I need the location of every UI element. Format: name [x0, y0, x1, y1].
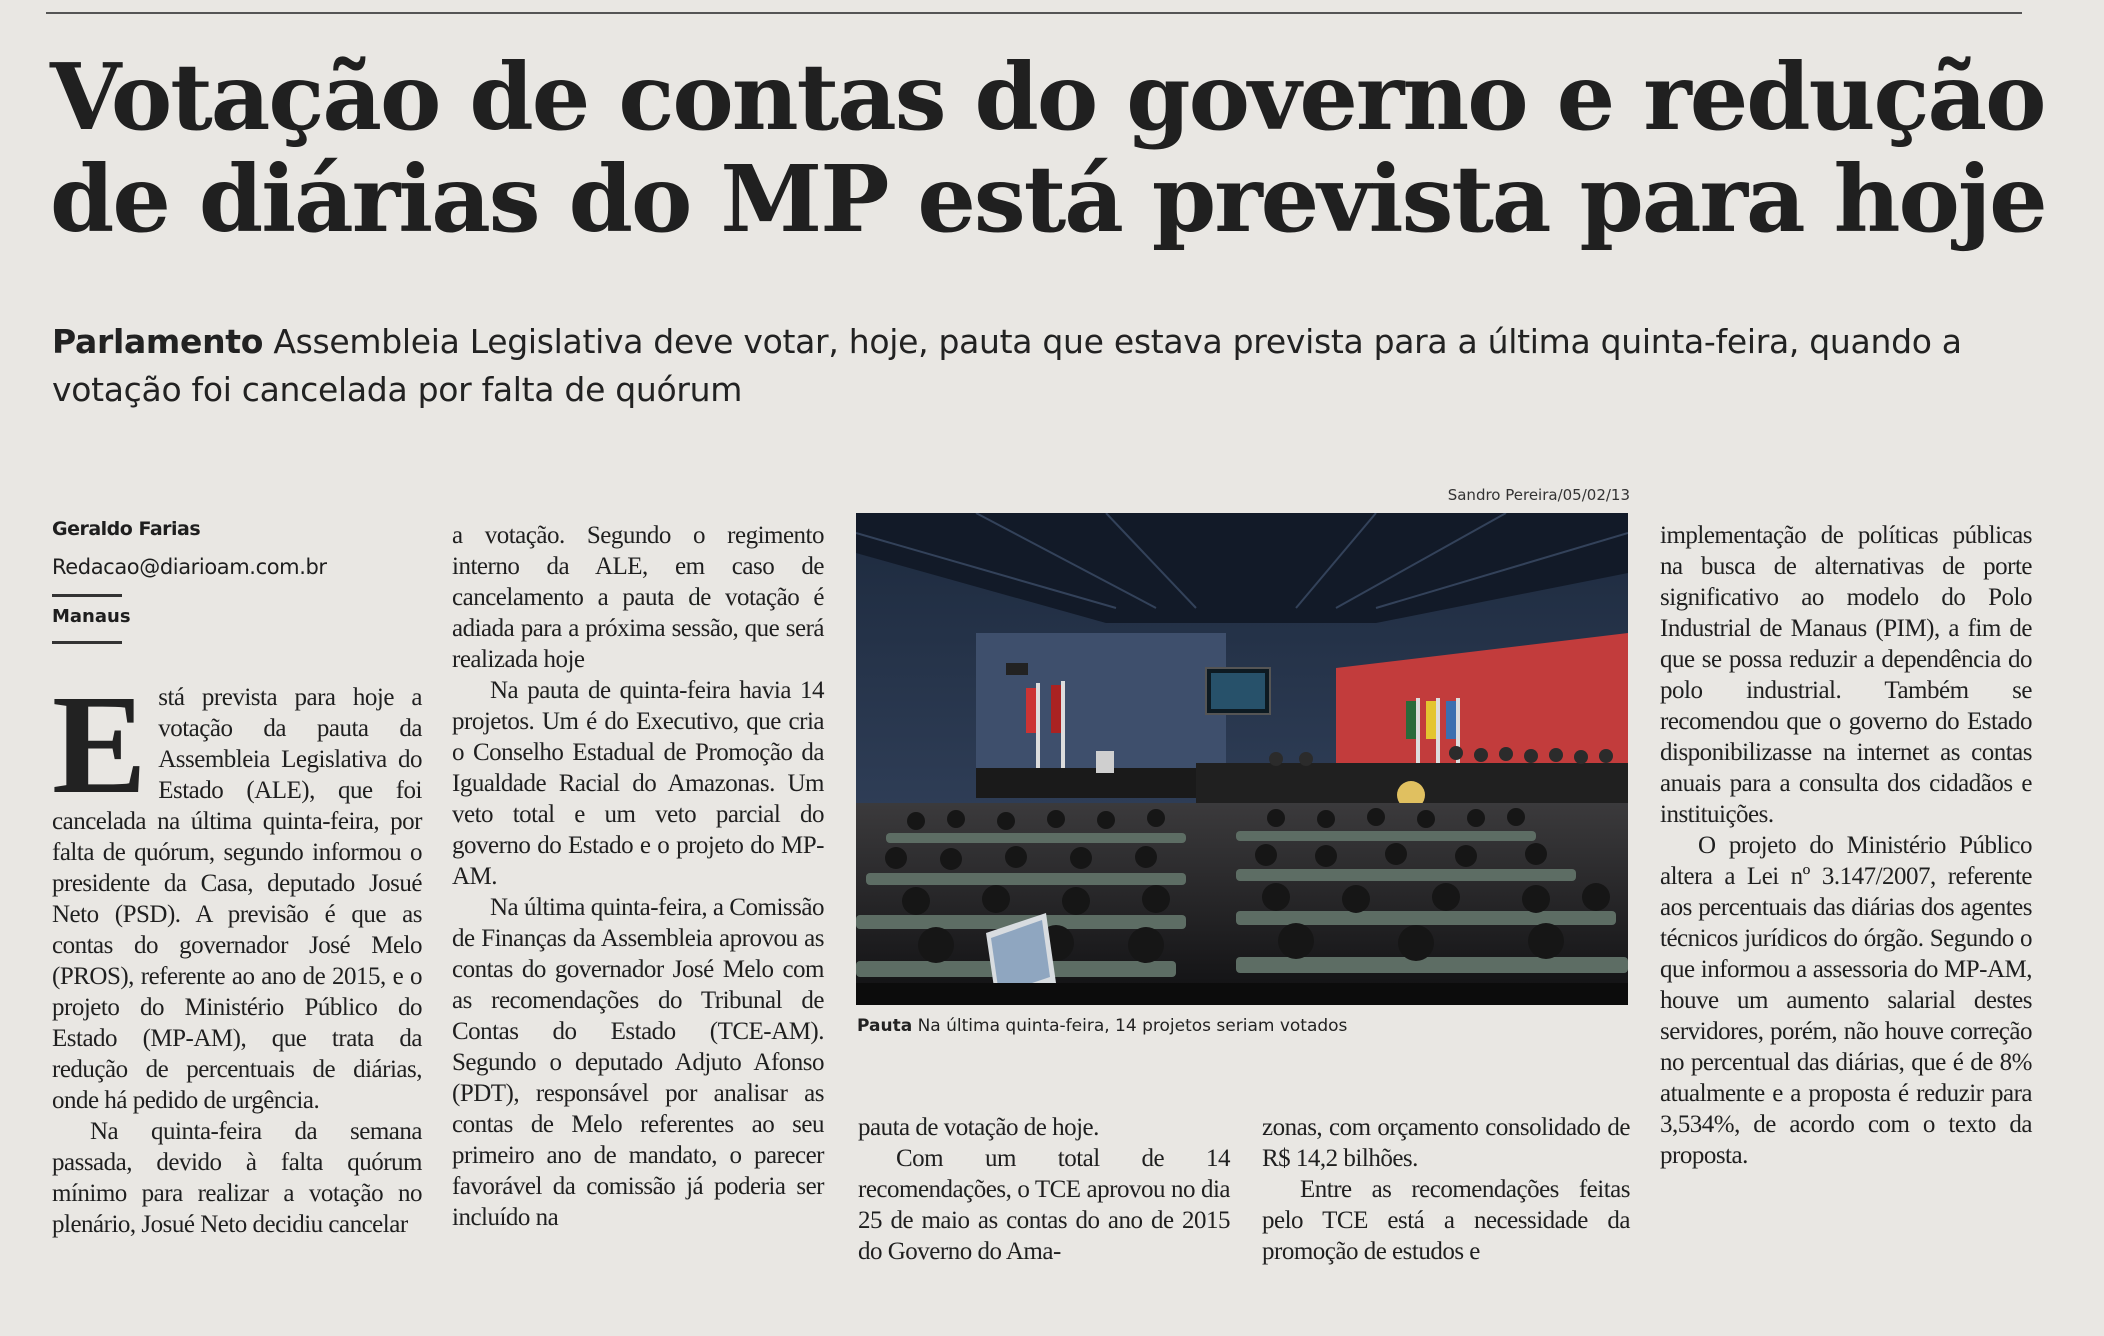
- text-column-1: [52, 665, 422, 1240]
- assembly-photo: [856, 513, 1628, 1005]
- paragraph-text: stá prevista para hoje a votação da pauta da Assembleia Legislativa do Estado (ALE), que foi cancelada na última quinta-feira, por falta de quórum, segundo informou o presidente da Casa, deputado Josué Neto (PSD). A previsão é que as contas do governador José Melo (PROS), referente ao ano de 2015, e o projeto do Ministério Público do Estado (MP-AM), que trata da redução de percentuais de diárias, onde há pedido de urgência.: [52, 684, 422, 1114]
- headline: [50, 43, 2050, 253]
- top-rule: [46, 12, 2022, 14]
- paragraph: implementação de políticas públicas na busca de alternativas de porte significativo ao modelo do Polo Industrial de Manaus (PIM), a fim de que se possa reduzir a dependência do polo industrial. Também se recomendou que o governo do Estado disponibilizasse na internet as contas anuais para a consulta dos cidadãos e instituições.: [1660, 522, 2032, 828]
- author-email: Redacao@diarioam.com.br: [52, 555, 327, 579]
- paragraph: Na última quinta-feira, a Comissão de Finanças da Assembleia aprovou as contas do governador José Melo com as recomendações do Tribunal de Contas do Estado (TCE-AM). Segundo o deputado Adjuto Afonso (PDT), responsável por analisar as contas de Melo referentes ao seu primeiro ano de mandato, o parecer favorável da comissão já poderia ser incluído na: [452, 894, 824, 1231]
- paragraph: O projeto do Ministério Público altera a Lei nº 3.147/2007, referente aos percentuais das diárias dos agentes técnicos jurídicos do órgão. Segundo o que informou a assessoria do MP-AM, houve um aumento salarial destes servidores, porém, não houve correção no percentual das diárias, que é de 8% atualmente e a proposta é reduzir para 3,534%, de acordo com o texto da proposta.: [1660, 832, 2032, 1169]
- author-name: Geraldo Farias: [52, 518, 201, 540]
- paragraph: Com um total de 14 recomendações, o TCE aprovou no dia 25 de maio as contas do ano de 2015 do Governo do Ama-: [858, 1145, 1230, 1265]
- paragraph: pauta de votação de hoje.: [858, 1114, 1099, 1141]
- section-label: Manaus: [52, 606, 131, 627]
- headline-line-1: Votação de contas do governo e redução: [50, 43, 2045, 151]
- paragraph: zonas, com orçamento consolidado de R$ 14,2 bilhões.: [1262, 1114, 1630, 1172]
- divider: [52, 594, 122, 597]
- photo-caption: [857, 1014, 1629, 1038]
- subhead-text: Assembleia Legislativa deve votar, hoje, pauta que estava prevista para a última quinta-feira, quando a votação foi cancelada por falta de quórum: [52, 322, 1962, 409]
- drop-cap: E: [52, 665, 147, 823]
- paragraph: Na pauta de quinta-feira havia 14 projetos. Um é do Executivo, que cria o Conselho Estadual de Promoção da Igualdade Racial do Amazonas. Um veto total e um veto parcial do governo do Estado e o projeto do MP-AM.: [452, 677, 824, 890]
- photo-credit: Sandro Pereira/05/02/13: [1447, 486, 1630, 504]
- subheadline: [52, 318, 2032, 414]
- caption-label: Pauta: [857, 1016, 913, 1036]
- caption-text: Na última quinta-feira, 14 projetos seriam votados: [917, 1016, 1348, 1036]
- paragraph: Entre as recomendações feitas pelo TCE está a necessidade da promoção de estudos e: [1262, 1176, 1630, 1265]
- assembly-chamber-image: [856, 513, 1628, 1005]
- headline-line-2: de diárias do MP está prevista para hoje: [50, 145, 2046, 253]
- paragraph: a votação. Segundo o regimento interno da ALE, em caso de cancelamento a pauta de votação é adiada para a próxima sessão, que será realizada hoje: [452, 522, 824, 673]
- text-column-5: [1660, 520, 2032, 1171]
- divider: [52, 641, 122, 644]
- byline: [52, 516, 432, 644]
- subhead-kicker: Parlamento: [52, 322, 264, 361]
- paragraph: Na quinta-feira da semana passada, devido à falta quórum mínimo para realizar a votação no plenário, Josué Neto decidiu cancelar: [52, 1118, 422, 1238]
- text-column-2: [452, 520, 824, 1233]
- text-column-3: [858, 1112, 1230, 1267]
- text-column-4: [1262, 1112, 1630, 1267]
- paragraph: [52, 665, 422, 1116]
